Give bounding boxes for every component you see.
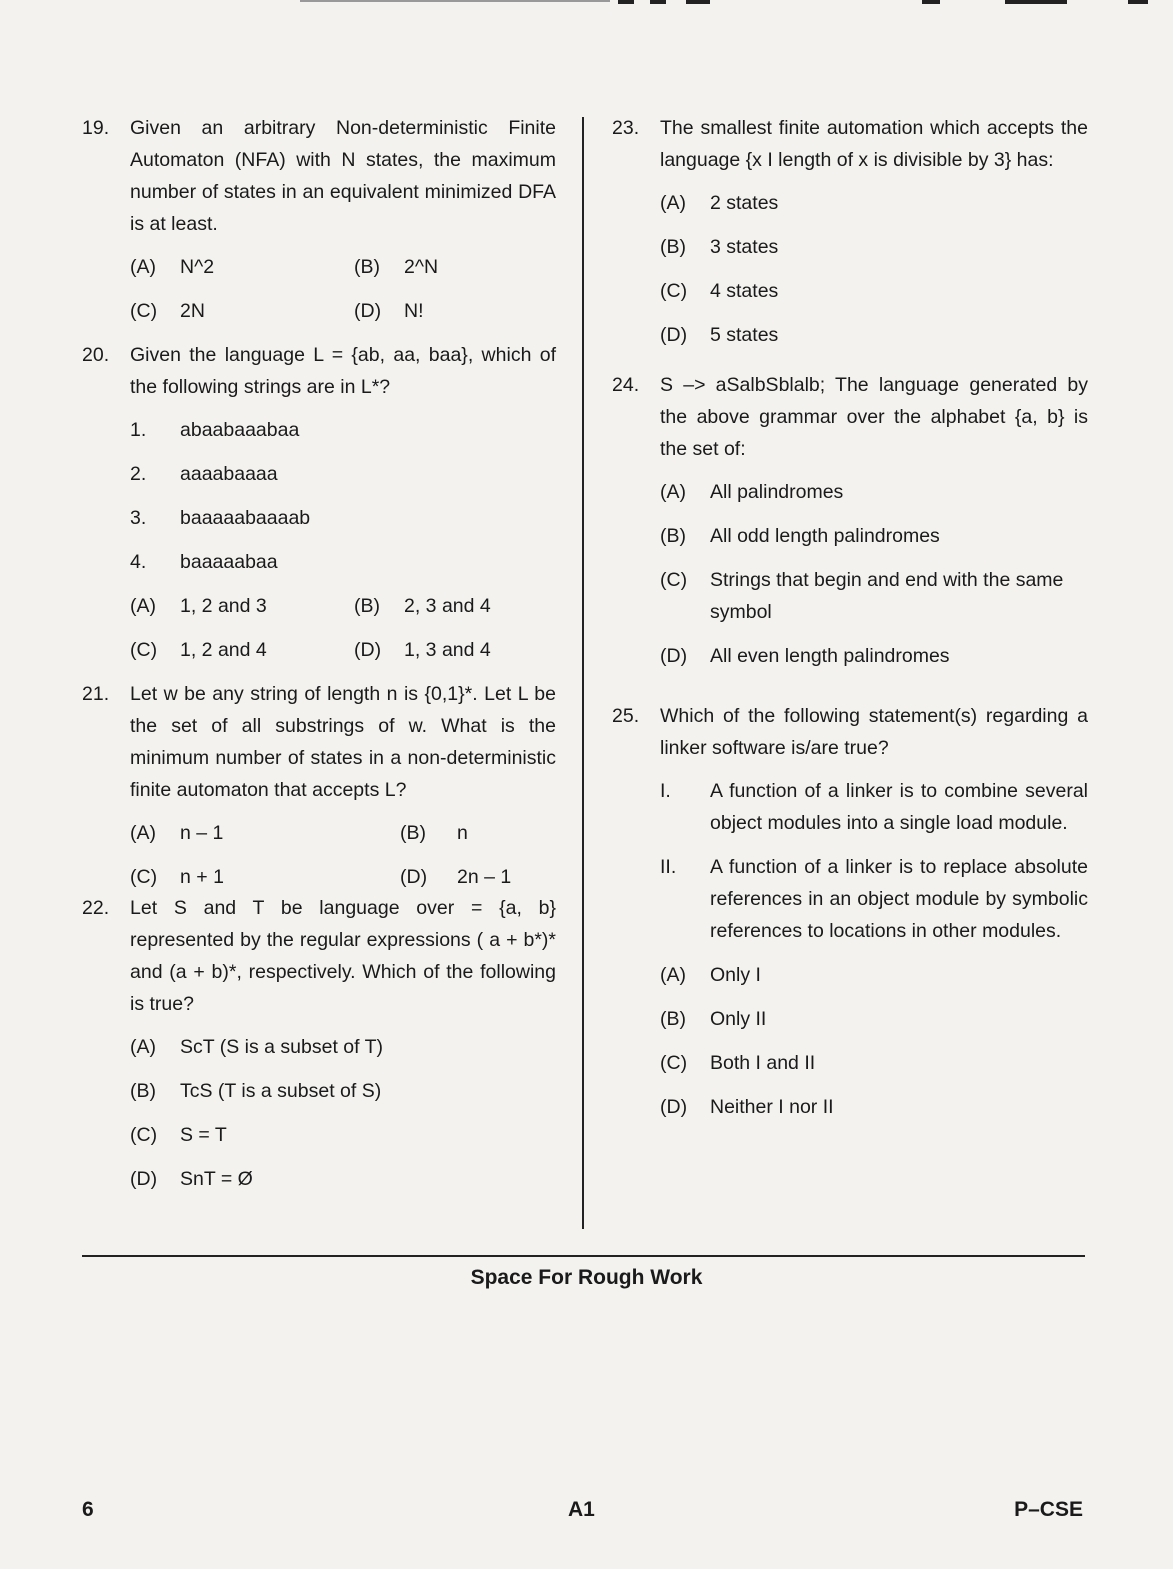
option-b[interactable]: (B) 2^N: [354, 256, 439, 278]
options: [660, 476, 1088, 672]
subject-code: P–CSE: [1014, 1498, 1083, 1521]
right-column: [612, 112, 1088, 1135]
options: [130, 1031, 556, 1195]
rough-work-heading: Space For Rough Work: [470, 1266, 703, 1289]
question-20: [82, 339, 556, 678]
question-22: [82, 892, 556, 1207]
option-d[interactable]: (D) SnT = Ø: [130, 1168, 253, 1190]
question-text: Let w be any string of length n is {0,1}*. Let L be the set of all substrings of w. What is the minimum number of states in a non-deterministic finite automaton that accepts L?: [130, 683, 556, 801]
question-text: Which of the following statement(s) regarding a linker software is/are true?: [660, 705, 1088, 759]
question-number: 22.: [82, 897, 110, 919]
option-a[interactable]: (A) N^2: [130, 256, 215, 278]
option-b[interactable]: (B) 2, 3 and 4: [354, 595, 491, 617]
options: [660, 959, 1088, 1123]
statement-3: 3. baaaaabaaaab: [130, 507, 311, 529]
statement-4: 4. baaaaabaa: [130, 551, 278, 573]
question-23: [612, 112, 1088, 363]
option-c[interactable]: (C) 4 states: [660, 280, 779, 302]
statements: [660, 775, 1088, 947]
option-c[interactable]: (C) S = T: [130, 1124, 227, 1146]
column-divider: [582, 117, 584, 1229]
statement-2: 2. aaaabaaaa: [130, 463, 278, 485]
question-number: 25.: [612, 705, 640, 727]
statement-1: 1. abaabaaabaa: [130, 419, 300, 441]
page-number: 6: [82, 1498, 94, 1521]
question-number: 19.: [82, 117, 110, 139]
statements: [130, 414, 556, 578]
options: [130, 251, 556, 339]
option-a[interactable]: (A) ScT (S is a subset of T): [130, 1036, 384, 1058]
option-d[interactable]: (D) 2n – 1: [400, 866, 512, 888]
statement-ii: II. A function of a linker is to replace absolute references in an object module by symbolic references to locations in other modules.: [660, 856, 1088, 942]
option-d[interactable]: (D) All even length palindromes: [660, 645, 950, 667]
question-text: S –> aSalbSblalb; The language generated by the above grammar over the alphabet {a, b} is the set of:: [660, 374, 1088, 460]
option-a[interactable]: (A) n – 1: [130, 822, 224, 844]
option-b[interactable]: (B) 3 states: [660, 236, 779, 258]
option-b[interactable]: (B) Only II: [660, 1008, 767, 1030]
option-d[interactable]: (D) 1, 3 and 4: [354, 639, 491, 661]
question-text: The smallest finite automation which accepts the language {x I length of x is divisible by 3} has:: [660, 117, 1088, 171]
option-a[interactable]: (A) Only I: [660, 964, 761, 986]
question-number: 20.: [82, 344, 110, 366]
option-d[interactable]: (D) 5 states: [660, 324, 779, 346]
statement-i: I. A function of a linker is to combine several object modules into a single load module.: [660, 780, 1088, 834]
option-b[interactable]: (B) n: [400, 822, 468, 844]
rough-work-divider: [82, 1255, 1085, 1257]
question-21: [82, 678, 556, 905]
option-d[interactable]: (D) N!: [354, 300, 424, 322]
top-scan-marks: [0, 0, 1173, 6]
question-number: 24.: [612, 374, 640, 396]
question-number: 21.: [82, 683, 110, 705]
option-c[interactable]: (C) n + 1: [130, 866, 224, 888]
options: [660, 187, 1088, 351]
question-text: Let S and T be language over = {a, b} represented by the regular expressions ( a + b*)* and (a + b)*, respectively. Which of the following is true?: [130, 897, 556, 1015]
option-b[interactable]: (B) All odd length palindromes: [660, 525, 940, 547]
option-c[interactable]: (C) Both I and II: [660, 1052, 816, 1074]
question-text: Given an arbitrary Non-deterministic Finite Automaton (NFA) with N states, the maximum number of states in an equivalent minimized DFA is at least.: [130, 117, 556, 235]
option-a[interactable]: (A) 2 states: [660, 192, 779, 214]
option-b[interactable]: (B) TcS (T is a subset of S): [130, 1080, 382, 1102]
option-a[interactable]: (A) All palindromes: [660, 481, 844, 503]
paper-code: A1: [568, 1498, 595, 1521]
question-24: [612, 369, 1088, 684]
question-text: Given the language L = {ab, aa, baa}, which of the following strings are in L*?: [130, 344, 556, 398]
question-19: [82, 112, 556, 339]
option-c[interactable]: (C) 2N: [130, 300, 205, 322]
left-column: [82, 112, 556, 1207]
option-d[interactable]: (D) Neither I nor II: [660, 1096, 834, 1118]
option-a[interactable]: (A) 1, 2 and 3: [130, 595, 267, 617]
option-c[interactable]: (C) Strings that begin and end with the same symbol: [660, 569, 1064, 623]
question-25: [612, 700, 1088, 1135]
option-c[interactable]: (C) 1, 2 and 4: [130, 639, 267, 661]
question-number: 23.: [612, 117, 640, 139]
options: [130, 590, 556, 678]
